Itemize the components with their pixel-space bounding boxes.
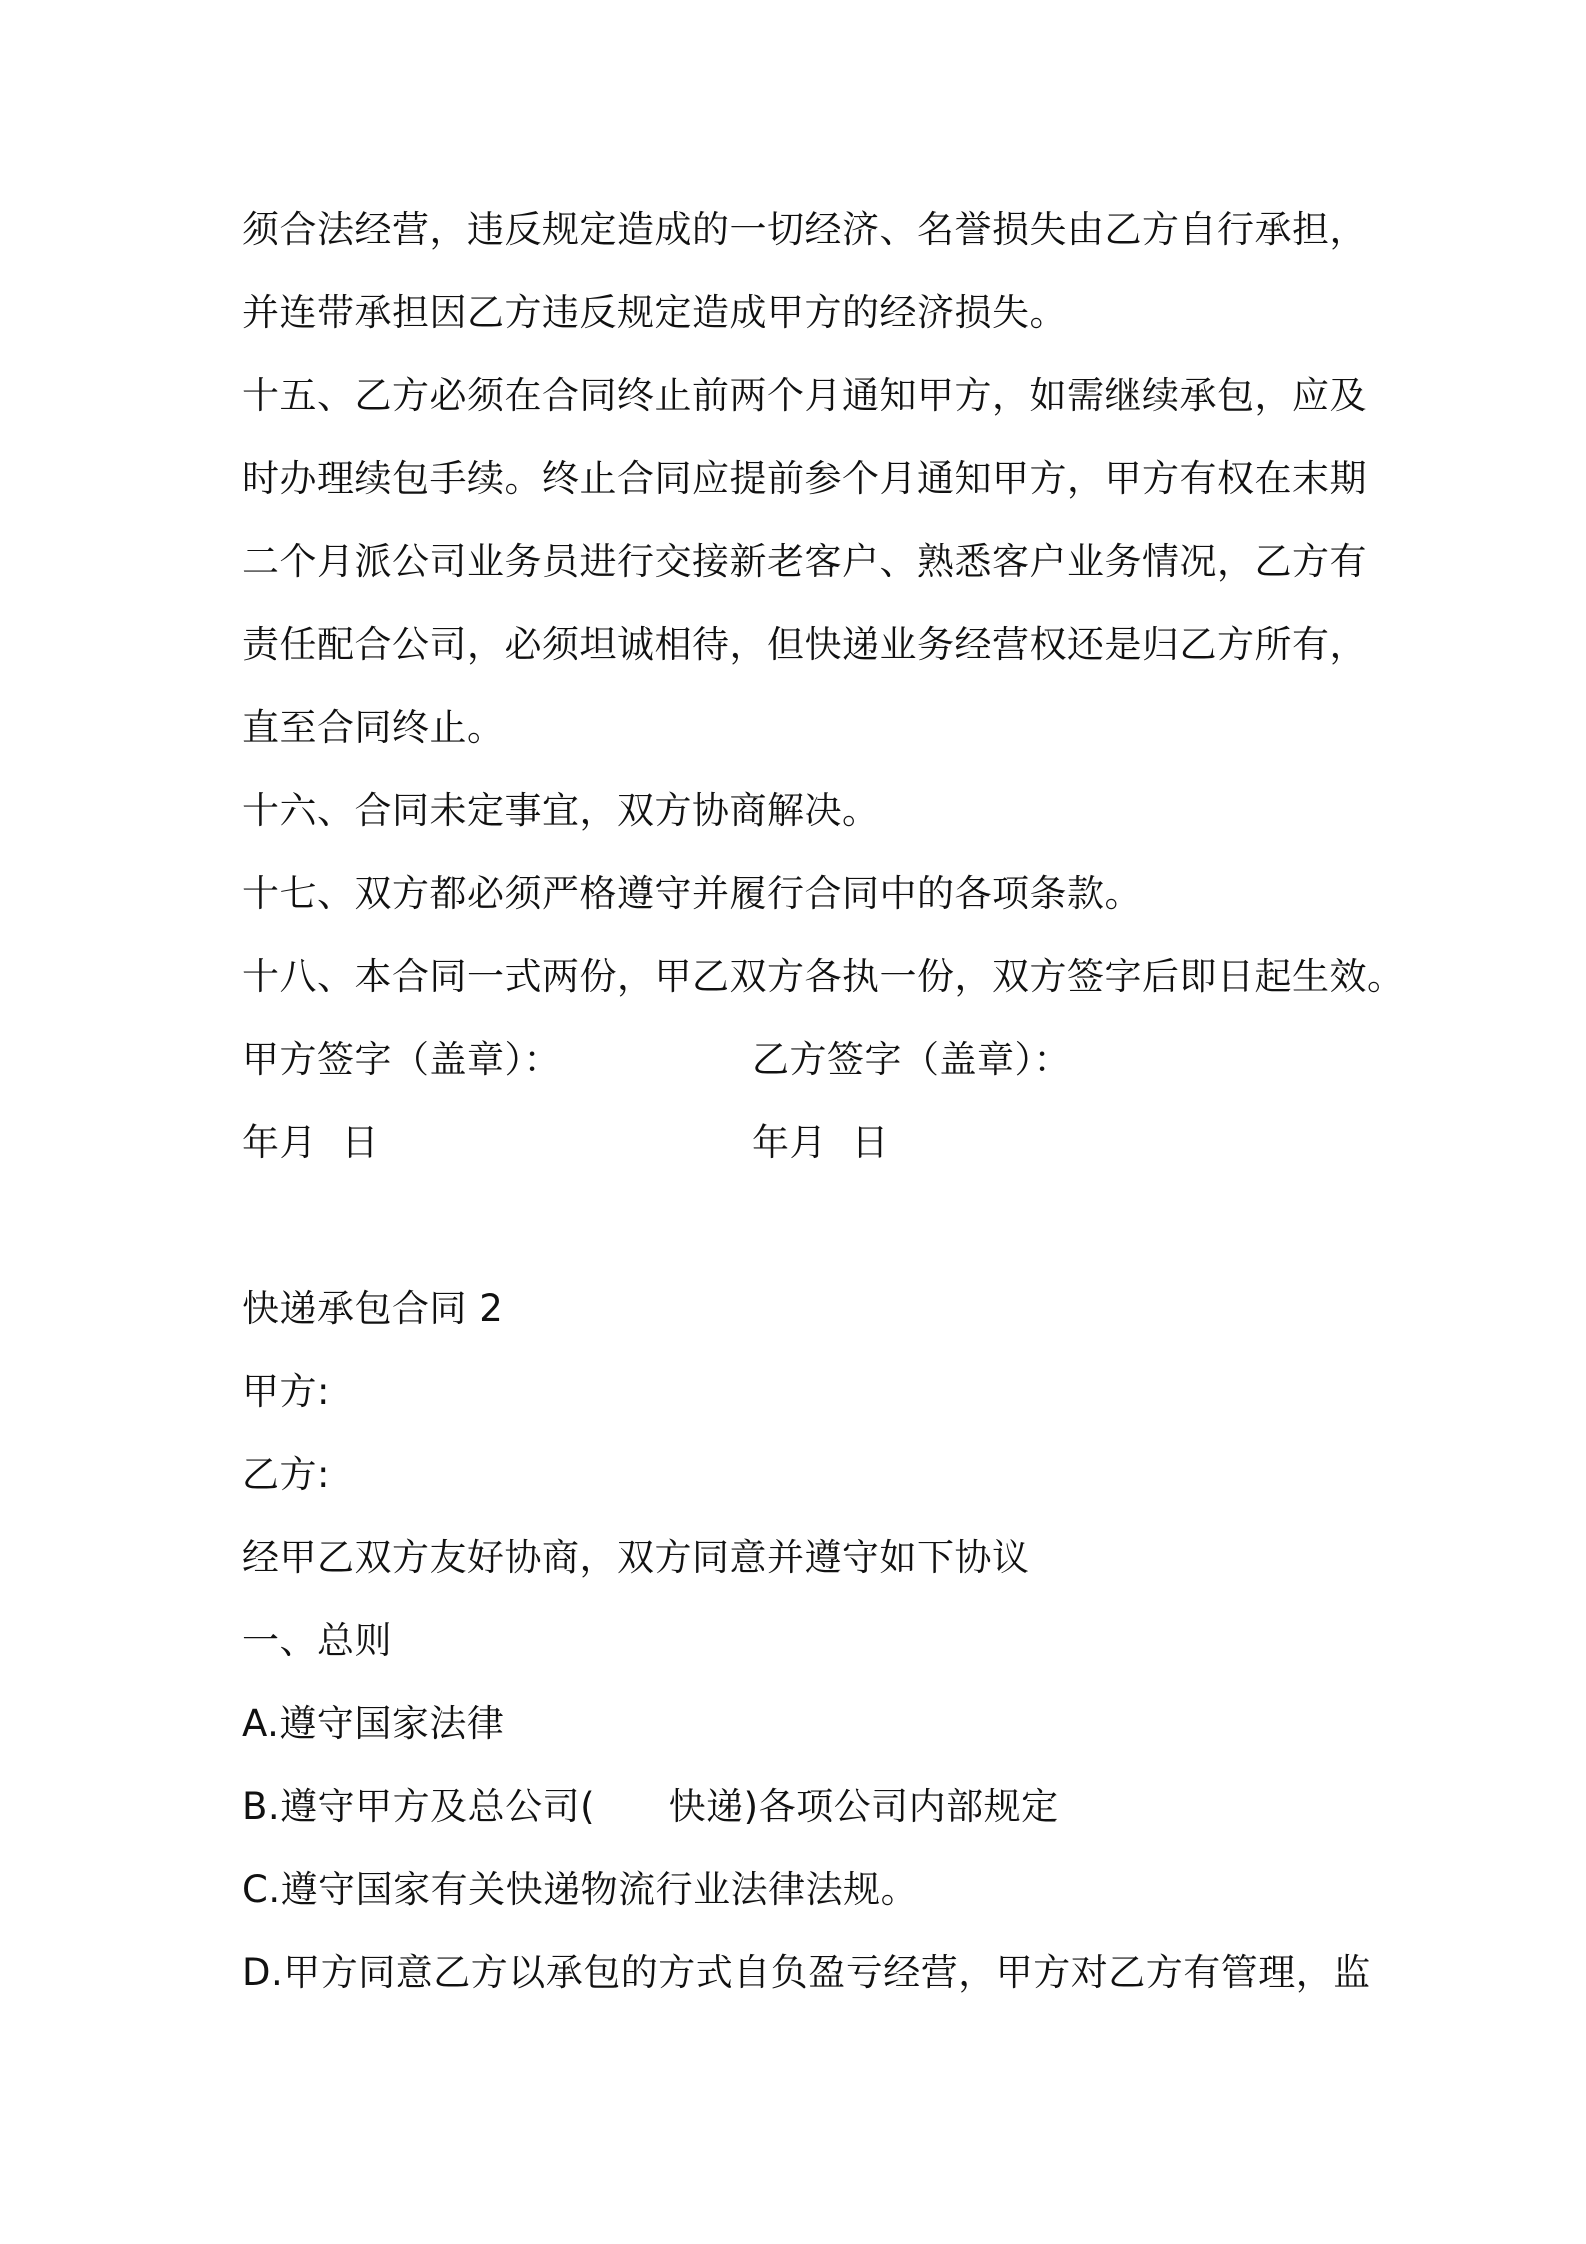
general-item-c: C.遵守国家有关快递物流行业法律法规。: [242, 1868, 919, 1911]
clause-15-line: 直至合同终止。: [242, 706, 505, 749]
clause-text-line: 并连带承担因乙方违反规定造成甲方的经济损失。: [242, 291, 1067, 334]
clause-text-line: 须合法经营，违反规定造成的一切经济、名誉损失由乙方自行承担，: [242, 208, 1367, 251]
clause-16: 十六、合同未定事宜，双方协商解决。: [242, 789, 880, 832]
contract-2-intro: 经甲乙双方友好协商，双方同意并遵守如下协议: [242, 1536, 1030, 1579]
clause-17: 十七、双方都必须严格遵守并履行合同中的各项条款。: [242, 872, 1142, 915]
contract-2-title: 快递承包合同 2: [242, 1287, 504, 1330]
party-a-signature-label: 甲方签字（盖章）：: [242, 1038, 561, 1081]
clause-18: 十八、本合同一式两份，甲乙双方各执一份，双方签字后即日起生效。: [242, 955, 1405, 998]
general-item-b: B.遵守甲方及总公司( 快递)各项公司内部规定: [242, 1785, 1059, 1828]
clause-15-line: 责任配合公司，必须坦诚相待，但快递业务经营权还是归乙方所有，: [242, 623, 1367, 666]
party-b-signature-label: 乙方签字（盖章）：: [752, 1038, 1071, 1081]
party-b-date: 年月 日: [752, 1121, 890, 1164]
party-a-field: 甲方:: [242, 1370, 330, 1413]
clause-15-line: 二个月派公司业务员进行交接新老客户、熟悉客户业务情况，乙方有: [242, 540, 1367, 583]
party-b-field: 乙方:: [242, 1453, 330, 1496]
general-item-d: D.甲方同意乙方以承包的方式自负盈亏经营，甲方对乙方有管理，监: [242, 1951, 1371, 1994]
clause-15-line: 时办理续包手续。终止合同应提前参个月通知甲方，甲方有权在末期: [242, 457, 1367, 500]
section-heading-general: 一、总则: [242, 1619, 392, 1662]
party-a-date: 年月 日: [242, 1121, 380, 1164]
general-item-a: A.遵守国家法律: [242, 1702, 505, 1745]
clause-15-line: 十五、乙方必须在合同终止前两个月通知甲方，如需继续承包，应及: [242, 374, 1367, 417]
